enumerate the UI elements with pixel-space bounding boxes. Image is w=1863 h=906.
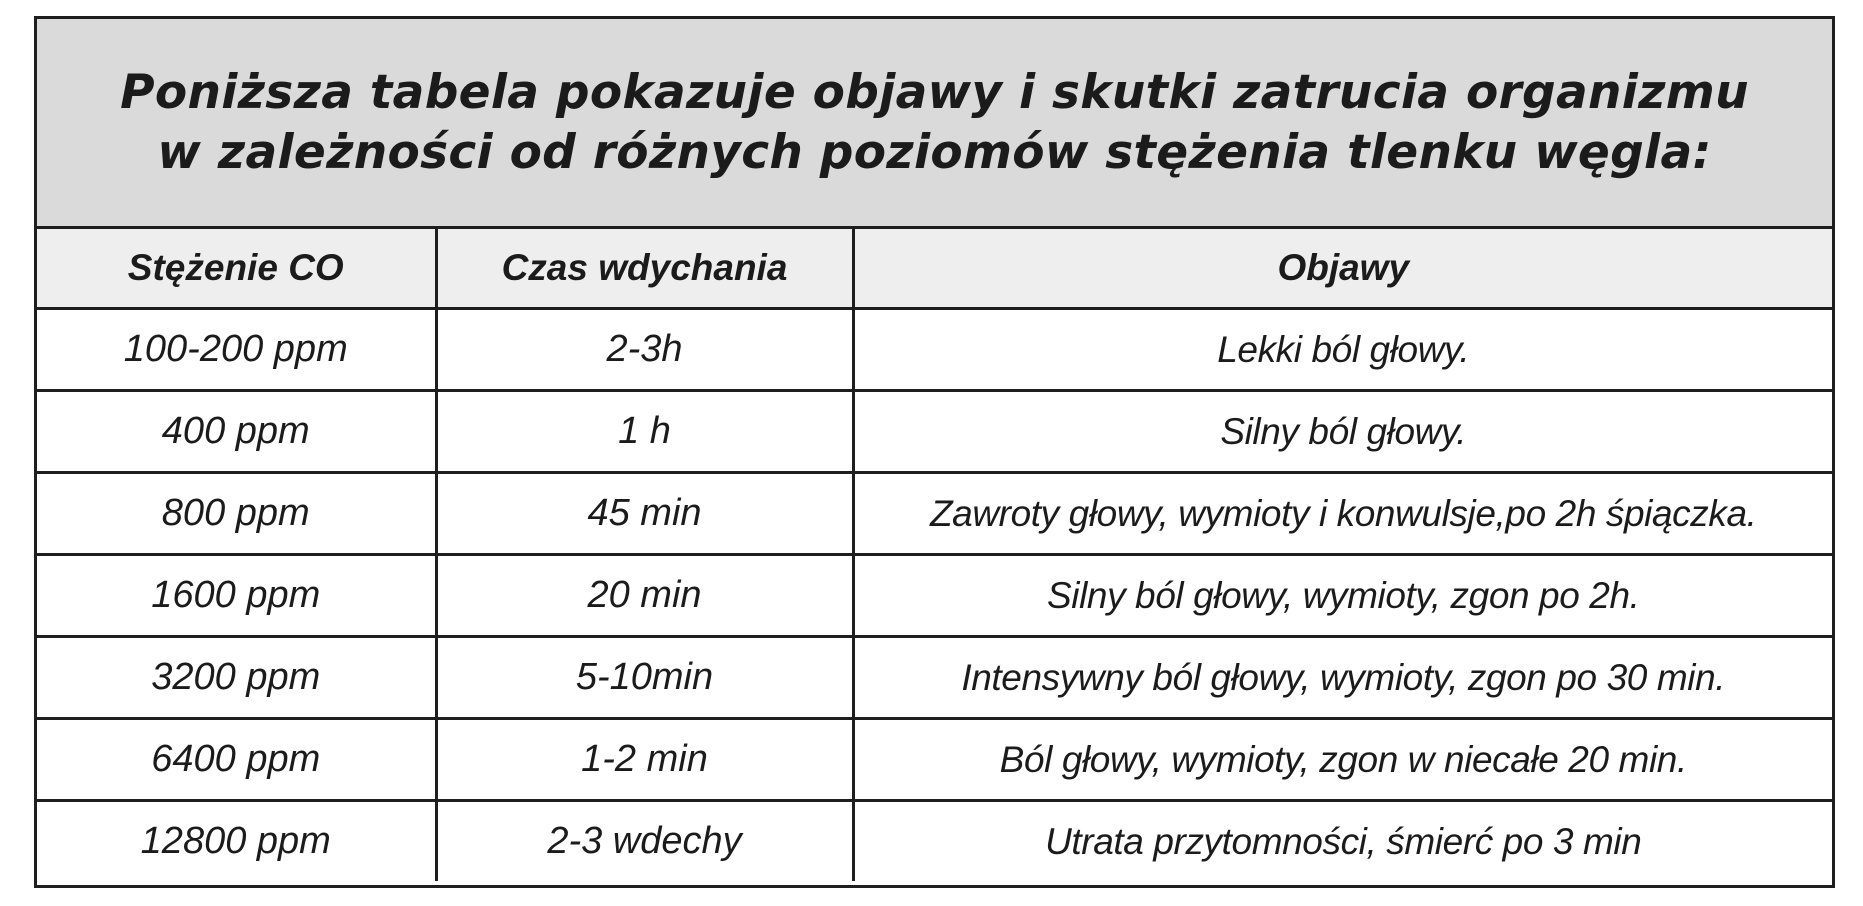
symptoms-cell: Ból głowy, wymioty, zgon w niecałe 20 min. (853, 719, 1832, 801)
header-concentration: Stężenie CO (37, 229, 436, 309)
title-line-2: w zależności od różnych poziomów stężenia tlenku węgla: (157, 124, 1712, 180)
table-row (37, 555, 1832, 637)
exposure-time-cell: 1 h (436, 391, 853, 473)
co-table-frame (34, 16, 1835, 888)
concentration-cell: 6400 ppm (37, 719, 436, 801)
concentration-cell: 3200 ppm (37, 637, 436, 719)
table-row (37, 391, 1832, 473)
table-header-row (37, 229, 1832, 309)
table-row (37, 637, 1832, 719)
exposure-time-cell: 5-10min (436, 637, 853, 719)
symptoms-cell: Lekki ból głowy. (853, 309, 1832, 391)
table-row (37, 473, 1832, 555)
symptoms-cell: Silny ból głowy. (853, 391, 1832, 473)
concentration-cell: 800 ppm (37, 473, 436, 555)
exposure-time-cell: 2-3h (436, 309, 853, 391)
symptoms-cell: Zawroty głowy, wymioty i konwulsje,po 2h śpiączka. (853, 473, 1832, 555)
concentration-cell: 400 ppm (37, 391, 436, 473)
exposure-time-cell: 2-3 wdechy (436, 801, 853, 882)
concentration-cell: 100-200 ppm (37, 309, 436, 391)
exposure-time-cell: 1-2 min (436, 719, 853, 801)
title-line-1: Poniższa tabela pokazuje objawy i skutki zatrucia organizmu (120, 64, 1749, 120)
symptoms-cell: Intensywny ból głowy, wymioty, zgon po 30 min. (853, 637, 1832, 719)
co-symptoms-table (37, 229, 1832, 881)
exposure-time-cell: 45 min (436, 473, 853, 555)
header-exposure-time: Czas wdychania (436, 229, 853, 309)
concentration-cell: 1600 ppm (37, 555, 436, 637)
table-row (37, 719, 1832, 801)
table-row (37, 801, 1832, 882)
concentration-cell: 12800 ppm (37, 801, 436, 882)
title-box (37, 19, 1832, 229)
header-symptoms: Objawy (853, 229, 1832, 309)
symptoms-cell: Silny ból głowy, wymioty, zgon po 2h. (853, 555, 1832, 637)
table-row (37, 309, 1832, 391)
exposure-time-cell: 20 min (436, 555, 853, 637)
symptoms-cell: Utrata przytomności, śmierć po 3 min (853, 801, 1832, 882)
